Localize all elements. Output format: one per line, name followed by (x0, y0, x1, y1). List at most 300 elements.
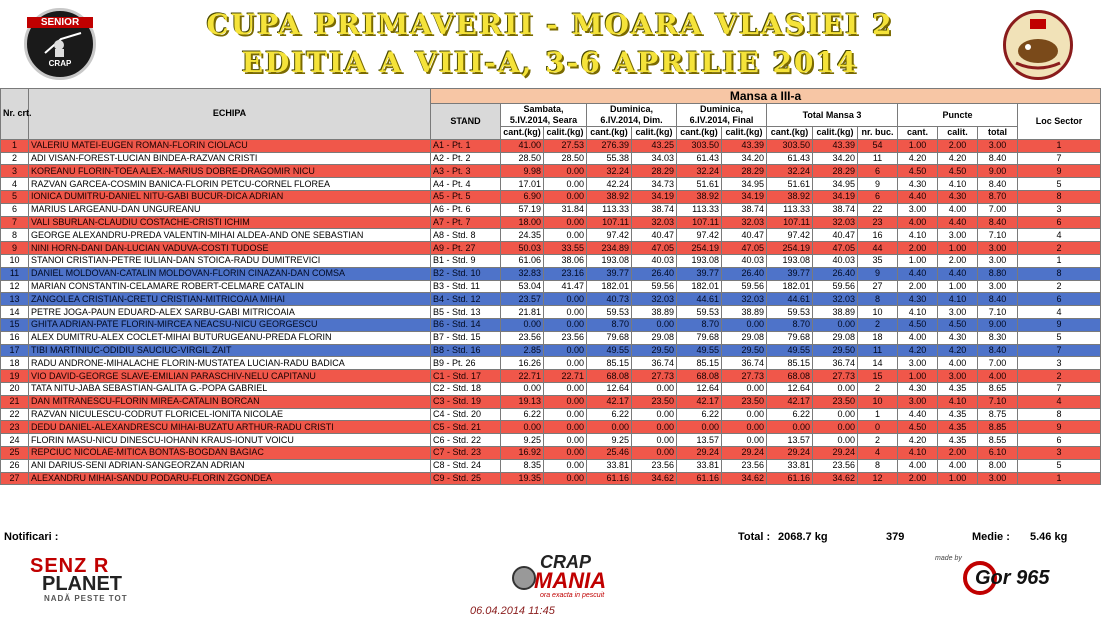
col-day1: Sambata, 5.IV.2014, Seara (501, 104, 587, 127)
cell-calit-1: 28.50 (544, 152, 587, 165)
medie-value: 5.46 kg (1030, 531, 1068, 543)
col-calit-3: calit.(kg) (722, 127, 767, 140)
cell-total-calit: 0.00 (813, 318, 858, 331)
cell-stand: B8 - Std. 16 (431, 344, 501, 357)
cell-nr-buc: 16 (858, 229, 898, 242)
cell-nr: 21 (1, 395, 29, 408)
col-loc-sector: Loc Sector (1018, 104, 1101, 140)
table-row (1, 152, 1101, 165)
cell-total-calit: 27.73 (813, 370, 858, 383)
cell-stand: A2 - Pt. 2 (431, 152, 501, 165)
col-calit-1: calit.(kg) (544, 127, 587, 140)
cell-cant-2: 113.33 (587, 203, 632, 216)
cell-echipa: ALEXANDRU MIHAI-SANDU PODARU-FLORIN ZGONDEA (29, 472, 431, 485)
cell-cant-2: 8.70 (587, 318, 632, 331)
cell-total-cant: 29.24 (767, 446, 813, 459)
cell-total-cant: 254.19 (767, 242, 813, 255)
cell-total-calit: 34.62 (813, 472, 858, 485)
table-row (1, 459, 1101, 472)
cell-p-total: 7.00 (978, 203, 1018, 216)
cell-cant-1: 41.00 (501, 139, 544, 152)
results-table (0, 88, 1101, 485)
cell-cant-3: 61.16 (677, 472, 722, 485)
total-label: Total : (738, 531, 771, 543)
cell-nr-buc: 8 (858, 459, 898, 472)
cell-loc-sector: 9 (1018, 165, 1101, 178)
cell-calit-2: 34.73 (632, 178, 677, 191)
cell-cant-1: 23.56 (501, 331, 544, 344)
table-row (1, 446, 1101, 459)
cell-calit-3: 40.03 (722, 254, 767, 267)
col-stand: STAND (431, 104, 501, 140)
cell-stand: A3 - Pt. 3 (431, 165, 501, 178)
cell-cant-3: 85.15 (677, 357, 722, 370)
col-total-cant: cant.(kg) (767, 127, 813, 140)
cell-cant-1: 53.04 (501, 280, 544, 293)
cell-nr-buc: 0 (858, 421, 898, 434)
cell-echipa: DAN MITRANESCU-FLORIN MIREA-CATALIN BORCAN (29, 395, 431, 408)
col-nr-buc: nr. buc. (858, 127, 898, 140)
cell-calit-2: 43.25 (632, 139, 677, 152)
cell-calit-2: 0.00 (632, 318, 677, 331)
cell-cant-2: 12.64 (587, 382, 632, 395)
table-row (1, 254, 1101, 267)
table-row (1, 434, 1101, 447)
cell-cant-3: 32.24 (677, 165, 722, 178)
cell-p-calit: 4.50 (938, 165, 978, 178)
cell-p-cant: 4.00 (898, 331, 938, 344)
logo-left-top-text: SENIOR (27, 17, 93, 28)
cell-stand: B1 - Std. 9 (431, 254, 501, 267)
cell-calit-1: 0.00 (544, 293, 587, 306)
cell-nr: 12 (1, 280, 29, 293)
cell-calit-3: 59.56 (722, 280, 767, 293)
cell-nr: 11 (1, 267, 29, 280)
cell-p-calit: 1.00 (938, 472, 978, 485)
cell-total-calit: 29.50 (813, 344, 858, 357)
crap-bottom-text: MANIA (534, 568, 607, 593)
cell-calit-3: 0.00 (722, 382, 767, 395)
cell-total-cant: 49.55 (767, 344, 813, 357)
cell-cant-1: 9.98 (501, 165, 544, 178)
cell-cant-3: 6.22 (677, 408, 722, 421)
cell-cant-2: 0.00 (587, 421, 632, 434)
cell-p-total: 8.85 (978, 421, 1018, 434)
cell-cant-2: 32.24 (587, 165, 632, 178)
cell-loc-sector: 5 (1018, 459, 1101, 472)
cell-total-calit: 34.19 (813, 190, 858, 203)
cell-calit-2: 40.03 (632, 254, 677, 267)
col-p-total: total (978, 127, 1018, 140)
cell-p-total: 7.00 (978, 357, 1018, 370)
cell-nr: 17 (1, 344, 29, 357)
crap-mania-logo (500, 552, 640, 602)
cell-echipa: ADI VISAN-FOREST-LUCIAN BINDEA-RAZVAN CRISTI (29, 152, 431, 165)
cell-total-calit: 59.56 (813, 280, 858, 293)
cell-echipa: DANIEL MOLDOVAN-CATALIN MOLDOVAN-FLORIN CINAZAN-DAN COMSA (29, 267, 431, 280)
cell-stand: C5 - Std. 21 (431, 421, 501, 434)
cell-cant-3: 39.77 (677, 267, 722, 280)
cell-stand: C3 - Std. 19 (431, 395, 501, 408)
cell-calit-3: 32.03 (722, 216, 767, 229)
cell-loc-sector: 3 (1018, 357, 1101, 370)
cell-nr-buc: 14 (858, 357, 898, 370)
cell-calit-1: 0.00 (544, 421, 587, 434)
cell-cant-1: 6.22 (501, 408, 544, 421)
cell-cant-3: 51.61 (677, 178, 722, 191)
cell-cant-3: 12.64 (677, 382, 722, 395)
cell-total-cant: 32.24 (767, 165, 813, 178)
timestamp: 06.04.2014 11:45 (470, 605, 555, 617)
cell-total-calit: 0.00 (813, 434, 858, 447)
cell-stand: A7 - Pt. 7 (431, 216, 501, 229)
cell-nr: 5 (1, 190, 29, 203)
cell-loc-sector: 8 (1018, 267, 1101, 280)
cell-calit-3: 47.05 (722, 242, 767, 255)
cell-nr: 19 (1, 370, 29, 383)
cell-cant-2: 33.81 (587, 459, 632, 472)
cell-p-total: 8.65 (978, 382, 1018, 395)
cell-nr: 22 (1, 408, 29, 421)
cell-p-calit: 4.30 (938, 331, 978, 344)
cell-stand: A8 - Std. 8 (431, 229, 501, 242)
cell-calit-2: 34.62 (632, 472, 677, 485)
cell-total-calit: 38.74 (813, 203, 858, 216)
senzor-bottom-text: PLANET (42, 573, 122, 595)
cell-p-total: 3.00 (978, 254, 1018, 267)
cell-echipa: GEORGE ALEXANDRU-PREDA VALENTIN-MIHAI ALDEA-AND ONE SEBASTIAN (29, 229, 431, 242)
cell-cant-3: 38.92 (677, 190, 722, 203)
table-row (1, 293, 1101, 306)
cell-stand: B6 - Std. 14 (431, 318, 501, 331)
cell-calit-1: 0.00 (544, 434, 587, 447)
cell-stand: A1 - Pt. 1 (431, 139, 501, 152)
cell-loc-sector: 1 (1018, 254, 1101, 267)
cell-calit-3: 38.74 (722, 203, 767, 216)
cell-stand: B4 - Std. 12 (431, 293, 501, 306)
cell-calit-3: 29.50 (722, 344, 767, 357)
cell-nr-buc: 6 (858, 165, 898, 178)
cell-p-calit: 2.00 (938, 254, 978, 267)
cell-cant-3: 0.00 (677, 421, 722, 434)
table-row (1, 242, 1101, 255)
cell-total-cant: 107.11 (767, 216, 813, 229)
cell-p-cant: 3.00 (898, 395, 938, 408)
cell-echipa: ALEX DUMITRU-ALEX COCLET-MIHAI BUTURUGEANU-PREDA FLORIN (29, 331, 431, 344)
cell-cant-2: 107.11 (587, 216, 632, 229)
cell-total-calit: 43.39 (813, 139, 858, 152)
cell-calit-2: 47.05 (632, 242, 677, 255)
cell-calit-3: 36.74 (722, 357, 767, 370)
cell-nr-buc: 54 (858, 139, 898, 152)
cell-stand: C8 - Std. 24 (431, 459, 501, 472)
cell-loc-sector: 7 (1018, 344, 1101, 357)
cell-echipa: RAZVAN GARCEA-COSMIN BANICA-FLORIN PETCU-CORNEL FLOREA (29, 178, 431, 191)
cell-p-calit: 4.40 (938, 216, 978, 229)
cell-nr: 20 (1, 382, 29, 395)
table-row (1, 229, 1101, 242)
cell-cant-2: 68.08 (587, 370, 632, 383)
cell-nr: 18 (1, 357, 29, 370)
cell-stand: C2 - Std. 18 (431, 382, 501, 395)
cell-total-cant: 0.00 (767, 421, 813, 434)
cell-cant-3: 61.43 (677, 152, 722, 165)
col-total-mansa: Total Mansa 3 (767, 104, 898, 127)
cell-total-calit: 34.95 (813, 178, 858, 191)
cell-total-cant: 182.01 (767, 280, 813, 293)
cell-echipa: STANOI CRISTIAN-PETRE IULIAN-DAN STOICA-RADU DUMITREVICI (29, 254, 431, 267)
senzor-planet-logo (30, 555, 160, 603)
crap-top-text: CRAP (540, 552, 592, 572)
table-row (1, 280, 1101, 293)
cell-p-calit: 4.30 (938, 190, 978, 203)
page-subtitle: EDITIA A VIII-A, 3-6 APRILIE 2014 (241, 46, 859, 79)
cell-calit-3: 0.00 (722, 434, 767, 447)
cell-calit-2: 38.89 (632, 306, 677, 319)
cell-stand: C6 - Std. 22 (431, 434, 501, 447)
cell-calit-1: 31.84 (544, 203, 587, 216)
cell-p-cant: 4.10 (898, 446, 938, 459)
cell-p-calit: 4.35 (938, 408, 978, 421)
cell-echipa: KOREANU FLORIN-TOEA ALEX.-MARIUS DOBRE-DRAGOMIR NICU (29, 165, 431, 178)
cell-p-cant: 4.40 (898, 267, 938, 280)
cell-total-calit: 36.74 (813, 357, 858, 370)
cell-p-calit: 4.20 (938, 152, 978, 165)
cell-stand: C1 - Std. 17 (431, 370, 501, 383)
cell-p-calit: 4.00 (938, 357, 978, 370)
gor-name: Gor 965 (975, 567, 1050, 589)
cell-nr: 4 (1, 178, 29, 191)
cell-calit-3: 34.62 (722, 472, 767, 485)
cell-cant-1: 61.06 (501, 254, 544, 267)
cell-nr-buc: 9 (858, 178, 898, 191)
total-count: 379 (886, 531, 905, 543)
cell-cant-2: 234.89 (587, 242, 632, 255)
cell-nr: 9 (1, 242, 29, 255)
cell-calit-3: 29.24 (722, 446, 767, 459)
cell-nr: 15 (1, 318, 29, 331)
cell-cant-1: 16.26 (501, 357, 544, 370)
cell-cant-3: 193.08 (677, 254, 722, 267)
cell-calit-3: 29.08 (722, 331, 767, 344)
cell-calit-1: 0.00 (544, 216, 587, 229)
cell-calit-3: 23.56 (722, 459, 767, 472)
cell-cant-1: 19.35 (501, 472, 544, 485)
cell-calit-1: 38.06 (544, 254, 587, 267)
cell-p-cant: 1.00 (898, 370, 938, 383)
cell-calit-2: 27.73 (632, 370, 677, 383)
cell-p-calit: 4.10 (938, 293, 978, 306)
cell-cant-1: 32.83 (501, 267, 544, 280)
cell-echipa: MARIUS LARGEANU-DAN UNGUREANU (29, 203, 431, 216)
cell-calit-2: 23.56 (632, 459, 677, 472)
cell-nr-buc: 10 (858, 395, 898, 408)
cell-p-calit: 4.50 (938, 318, 978, 331)
cell-calit-2: 40.47 (632, 229, 677, 242)
cell-p-calit: 4.20 (938, 344, 978, 357)
cell-cant-2: 97.42 (587, 229, 632, 242)
cell-total-cant: 61.16 (767, 472, 813, 485)
cell-p-total: 9.00 (978, 318, 1018, 331)
cell-p-total: 8.40 (978, 216, 1018, 229)
cell-stand: B9 - Pt. 26 (431, 357, 501, 370)
cell-loc-sector: 4 (1018, 395, 1101, 408)
cell-total-calit: 0.00 (813, 382, 858, 395)
cell-total-cant: 51.61 (767, 178, 813, 191)
cell-total-cant: 39.77 (767, 267, 813, 280)
cell-calit-1: 23.16 (544, 267, 587, 280)
cell-nr-buc: 8 (858, 293, 898, 306)
table-row (1, 331, 1101, 344)
cell-p-cant: 4.40 (898, 408, 938, 421)
cell-calit-1: 22.71 (544, 370, 587, 383)
cell-p-total: 8.40 (978, 152, 1018, 165)
cell-p-total: 3.00 (978, 472, 1018, 485)
gor-965-logo (935, 555, 1075, 600)
cell-cant-2: 182.01 (587, 280, 632, 293)
cell-cant-3: 79.68 (677, 331, 722, 344)
cell-cant-2: 38.92 (587, 190, 632, 203)
cell-calit-2: 0.00 (632, 421, 677, 434)
col-cant-2: cant.(kg) (587, 127, 632, 140)
cell-calit-1: 0.00 (544, 472, 587, 485)
cell-nr-buc: 4 (858, 446, 898, 459)
cell-cant-3: 107.11 (677, 216, 722, 229)
table-row (1, 306, 1101, 319)
cell-p-cant: 4.10 (898, 229, 938, 242)
cell-calit-3: 23.50 (722, 395, 767, 408)
totals-row (0, 529, 1100, 546)
cell-p-cant: 1.00 (898, 254, 938, 267)
cell-p-calit: 1.00 (938, 242, 978, 255)
total-value: 2068.7 kg (778, 531, 828, 543)
cell-calit-3: 40.47 (722, 229, 767, 242)
cell-echipa: VALERIU MATEI-EUGEN ROMAN-FLORIN CIOLACU (29, 139, 431, 152)
cell-calit-2: 0.00 (632, 408, 677, 421)
cell-total-calit: 28.29 (813, 165, 858, 178)
cell-loc-sector: 9 (1018, 318, 1101, 331)
cell-p-cant: 4.20 (898, 152, 938, 165)
cell-p-total: 8.55 (978, 434, 1018, 447)
cell-calit-3: 38.89 (722, 306, 767, 319)
cell-cant-3: 254.19 (677, 242, 722, 255)
cell-p-total: 3.00 (978, 242, 1018, 255)
cell-p-cant: 4.50 (898, 318, 938, 331)
cell-calit-1: 0.00 (544, 446, 587, 459)
cell-cant-3: 97.42 (677, 229, 722, 242)
table-row (1, 203, 1101, 216)
cell-calit-3: 27.73 (722, 370, 767, 383)
cell-calit-1: 0.00 (544, 408, 587, 421)
cell-calit-2: 0.00 (632, 382, 677, 395)
cell-calit-1: 0.00 (544, 178, 587, 191)
cell-p-cant: 2.00 (898, 472, 938, 485)
cell-calit-3: 43.39 (722, 139, 767, 152)
cell-calit-3: 0.00 (722, 421, 767, 434)
cell-cant-3: 59.53 (677, 306, 722, 319)
cell-loc-sector: 7 (1018, 382, 1101, 395)
cell-cant-1: 0.00 (501, 382, 544, 395)
cell-cant-1: 2.85 (501, 344, 544, 357)
cell-total-cant: 68.08 (767, 370, 813, 383)
cell-p-cant: 3.00 (898, 357, 938, 370)
cell-calit-3: 34.95 (722, 178, 767, 191)
cell-cant-1: 24.35 (501, 229, 544, 242)
cell-p-cant: 1.00 (898, 139, 938, 152)
cell-calit-2: 34.19 (632, 190, 677, 203)
cell-nr: 27 (1, 472, 29, 485)
cell-total-calit: 26.40 (813, 267, 858, 280)
cell-total-calit: 40.47 (813, 229, 858, 242)
cell-cant-1: 21.81 (501, 306, 544, 319)
cell-cant-1: 28.50 (501, 152, 544, 165)
cell-total-calit: 29.08 (813, 331, 858, 344)
cell-total-calit: 29.24 (813, 446, 858, 459)
cell-cant-2: 85.15 (587, 357, 632, 370)
cell-nr: 23 (1, 421, 29, 434)
cell-p-cant: 2.00 (898, 280, 938, 293)
cell-nr-buc: 2 (858, 318, 898, 331)
cell-p-calit: 1.00 (938, 280, 978, 293)
table-row (1, 165, 1101, 178)
cell-p-total: 8.40 (978, 178, 1018, 191)
col-cant-1: cant.(kg) (501, 127, 544, 140)
cell-total-calit: 40.03 (813, 254, 858, 267)
cell-p-total: 8.75 (978, 408, 1018, 421)
cell-cant-2: 40.73 (587, 293, 632, 306)
cell-cant-2: 25.46 (587, 446, 632, 459)
cell-p-cant: 4.30 (898, 178, 938, 191)
cell-calit-1: 41.47 (544, 280, 587, 293)
cell-total-calit: 23.56 (813, 459, 858, 472)
cell-p-total: 8.00 (978, 459, 1018, 472)
cell-p-calit: 4.40 (938, 267, 978, 280)
results-body (1, 139, 1101, 485)
cell-p-total: 8.80 (978, 267, 1018, 280)
cell-p-calit: 4.10 (938, 178, 978, 191)
cell-nr-buc: 1 (858, 408, 898, 421)
cell-loc-sector: 6 (1018, 293, 1101, 306)
cell-p-calit: 2.00 (938, 139, 978, 152)
cell-total-cant: 303.50 (767, 139, 813, 152)
cell-p-cant: 4.30 (898, 382, 938, 395)
cell-calit-2: 0.00 (632, 446, 677, 459)
cell-nr: 1 (1, 139, 29, 152)
table-row (1, 216, 1101, 229)
cell-total-calit: 0.00 (813, 408, 858, 421)
cell-p-calit: 4.00 (938, 459, 978, 472)
cell-stand: A5 - Pt. 5 (431, 190, 501, 203)
cell-calit-3: 26.40 (722, 267, 767, 280)
cell-calit-2: 28.29 (632, 165, 677, 178)
cell-calit-2: 23.50 (632, 395, 677, 408)
cell-total-cant: 97.42 (767, 229, 813, 242)
cell-cant-2: 9.25 (587, 434, 632, 447)
cell-cant-2: 6.22 (587, 408, 632, 421)
senzor-tagline: NADĂ PESTE TOT (44, 594, 128, 603)
lacul-moara-vlasiei-logo-icon (1003, 10, 1073, 80)
col-puncte: Puncte (898, 104, 1018, 127)
cell-nr-buc: 11 (858, 344, 898, 357)
cell-p-total: 6.10 (978, 446, 1018, 459)
cell-echipa: IONICA DUMITRU-DANIEL NITU-GABI BUCUR-DICA ADRIAN (29, 190, 431, 203)
cell-p-calit: 4.10 (938, 395, 978, 408)
cell-p-calit: 4.35 (938, 434, 978, 447)
cell-nr-buc: 18 (858, 331, 898, 344)
cell-stand: B2 - Std. 10 (431, 267, 501, 280)
cell-nr-buc: 15 (858, 370, 898, 383)
cell-calit-1: 0.00 (544, 165, 587, 178)
